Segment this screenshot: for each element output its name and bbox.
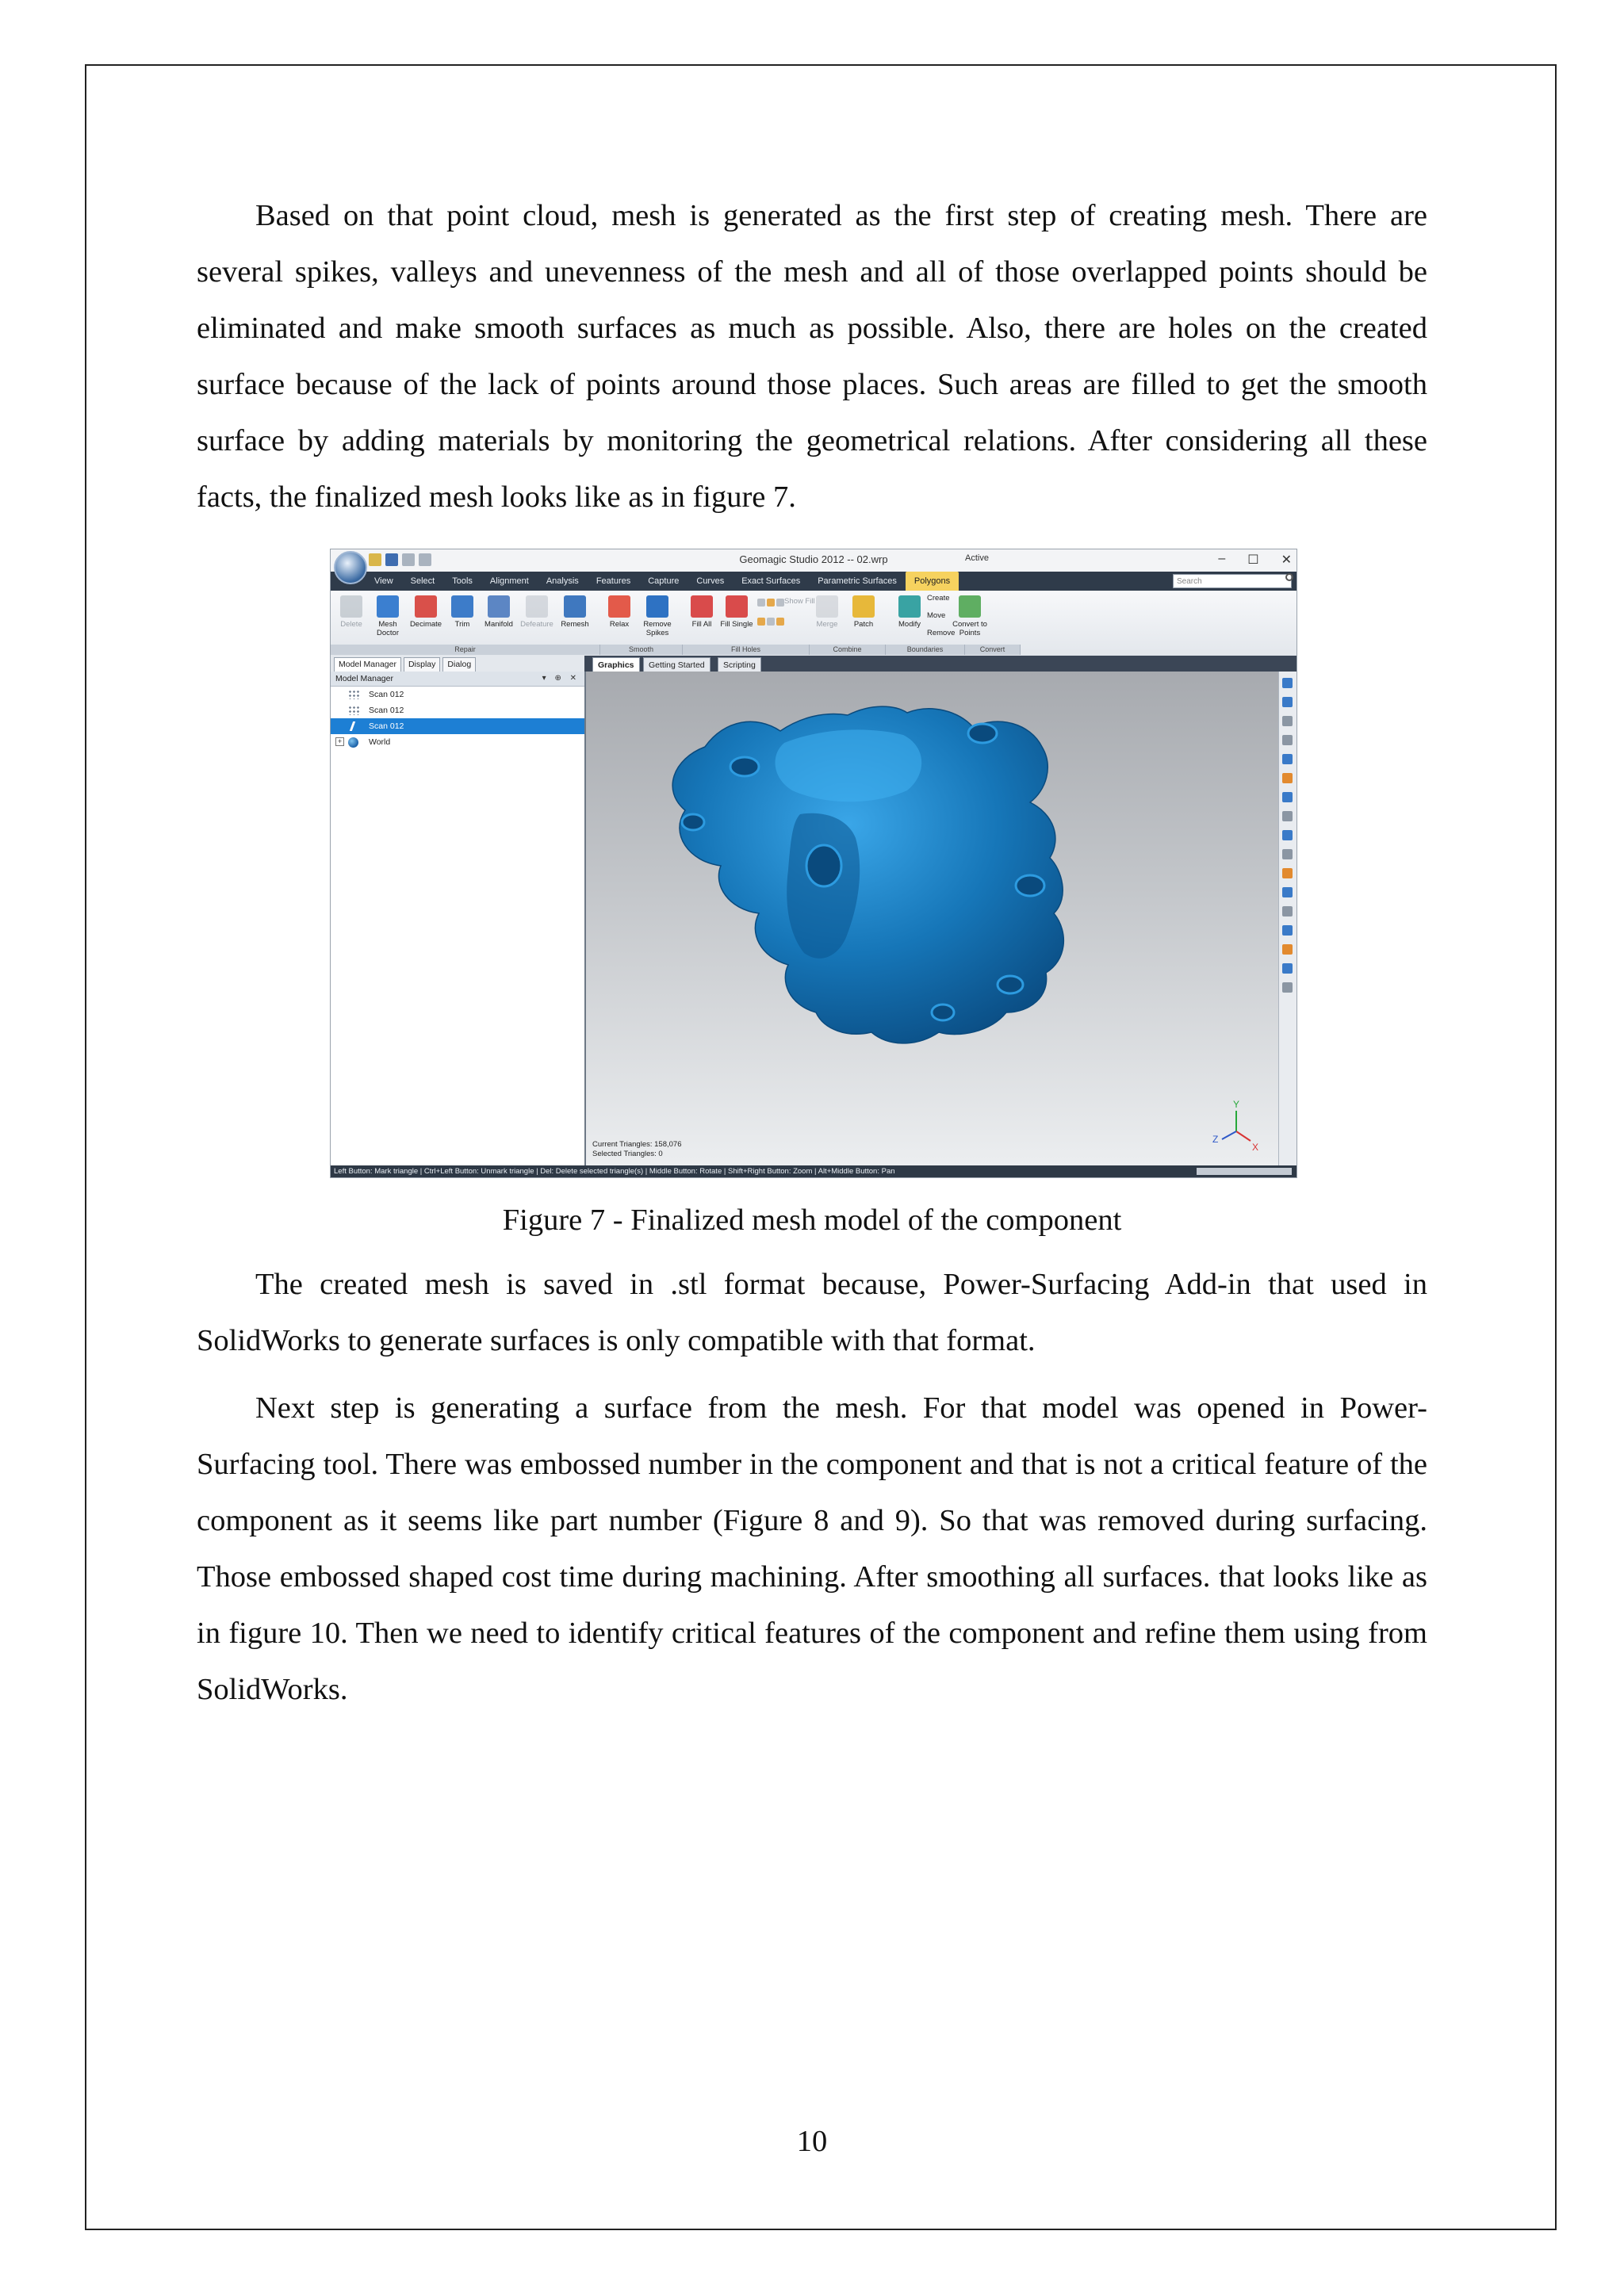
- geomagic-screenshot: [330, 549, 1297, 1178]
- axis-y-label: Y: [1233, 1099, 1240, 1110]
- search-input[interactable]: Search: [1173, 574, 1292, 588]
- ribbon-button-label: Merge: [816, 620, 838, 629]
- ribbon-group-combine: Combine: [810, 645, 886, 655]
- view-tool-icon[interactable]: [1282, 868, 1293, 878]
- fill-holes-tool-icon[interactable]: [767, 618, 775, 626]
- trim-icon: [451, 595, 473, 618]
- trim-button[interactable]: [445, 595, 480, 629]
- fill-holes-tool-icon[interactable]: [757, 618, 765, 626]
- current-triangles: Current Triangles: 158,076: [592, 1140, 682, 1149]
- ribbon-button-label: Decimate: [409, 620, 442, 629]
- patch-button[interactable]: [846, 595, 881, 629]
- paragraph-surface-generation: Next step is generating a surface from the mesh. For that model was opened in Power-Surfacing tool. There was embossed number in the component and that is not a critical feature of the component as it seems like part number (Figure 8 and 9). So that was removed during surfacing. Those embossed shaped cost time during machining. After smoothing all surfaces. that looks like as in figure 10. Then we need to identify critical features of the component and refine them using from SolidWorks.: [197, 1391, 1427, 1706]
- globe-icon: [348, 737, 358, 748]
- mesh-doctor-icon: [377, 595, 399, 618]
- tab-features[interactable]: Features: [596, 576, 631, 586]
- boss-hole-6: [932, 1004, 954, 1020]
- view-tool-icon[interactable]: [1282, 735, 1293, 745]
- tab-polygons[interactable]: Polygons: [906, 572, 959, 591]
- fill-holes-tool-icon[interactable]: [767, 599, 775, 607]
- ribbon-button-label: Manifold: [485, 620, 513, 629]
- axis-z-label: Z: [1212, 1134, 1219, 1145]
- title-bar: [331, 549, 1297, 572]
- tab-exact-surfaces[interactable]: Exact Surfaces: [741, 576, 801, 586]
- decimate-icon: [415, 595, 437, 618]
- window-controls: [1218, 552, 1292, 568]
- delete-icon: [340, 595, 362, 618]
- patch-icon: [852, 595, 875, 618]
- model-manager-panel: [331, 656, 586, 1167]
- panel-pin-close-icons[interactable]: ▾ ⊕ ✕: [542, 674, 580, 683]
- panel-tabs: [331, 656, 584, 672]
- view-tool-icon[interactable]: [1282, 716, 1293, 726]
- tree-item[interactable]: [331, 687, 584, 702]
- panel-header: [331, 672, 584, 687]
- ribbon-tab-bar: [331, 572, 1297, 591]
- mesh-model[interactable]: [586, 672, 1281, 1167]
- right-toolbar: [1278, 672, 1297, 1167]
- ribbon-remove-button[interactable]: Remove: [927, 629, 956, 637]
- search-icon[interactable]: [1285, 573, 1293, 581]
- relax-button[interactable]: [602, 595, 637, 629]
- view-tool-icon[interactable]: [1282, 830, 1293, 840]
- mesh-doctor-button[interactable]: [370, 595, 405, 637]
- close-icon[interactable]: ✕: [1281, 553, 1292, 567]
- axis-triad: [1212, 1099, 1258, 1153]
- boss-hole-2: [968, 724, 997, 743]
- viewport-tabs: [584, 656, 1297, 672]
- viewport-tab-getting-started[interactable]: Getting Started: [643, 657, 710, 672]
- ribbon-tabs: [366, 572, 959, 591]
- view-tool-icon[interactable]: [1282, 982, 1293, 993]
- tree-item[interactable]: [331, 718, 584, 734]
- status-progress-bar: [1197, 1168, 1292, 1175]
- view-tool-icon[interactable]: [1282, 678, 1293, 688]
- tab-view[interactable]: View: [374, 576, 393, 586]
- merge-button[interactable]: [810, 595, 845, 629]
- tab-capture[interactable]: Capture: [648, 576, 680, 586]
- application-menu-button[interactable]: [334, 551, 367, 584]
- tree-item-label: Scan 012: [369, 706, 404, 715]
- tab-analysis[interactable]: Analysis: [546, 576, 579, 586]
- model-tree: [331, 687, 584, 750]
- remesh-icon: [564, 595, 586, 618]
- tree-item-label: Scan 012: [369, 690, 404, 699]
- axis-x-label: X: [1252, 1142, 1259, 1153]
- boss-hole-3: [682, 814, 704, 830]
- manifold-icon: [488, 595, 510, 618]
- decimate-button[interactable]: [408, 595, 443, 629]
- modify-icon: [898, 595, 921, 618]
- ribbon-move-button[interactable]: Move: [927, 611, 946, 620]
- active-context-label: Active: [965, 553, 989, 563]
- view-tool-icon[interactable]: [1282, 811, 1293, 821]
- view-tool-icon[interactable]: [1282, 944, 1293, 955]
- paragraph-stl-format: The created mesh is saved in .stl format because, Power-Surfacing Add-in that used in SolidWorks to generate surfaces is only compatible with that format.: [197, 1268, 1427, 1357]
- paragraph-point-cloud: Based on that point cloud, mesh is generated as the first step of creating mesh. There are several spikes, valleys and unevenness of the mesh and all of those overlapped points should be eliminated and make smooth surfaces as much as possible. Also, there are holes on the created surface because of the lack of points around those places. Such areas are filled to get the smooth surface by adding materials by monitoring the geometrical relations. After considering all these facts, the finalized mesh looks like as in figure 7.: [197, 199, 1427, 514]
- view-tool-icon[interactable]: [1282, 773, 1293, 783]
- window-title: Geomagic Studio 2012 -- 02.wrp: [739, 553, 888, 565]
- mesh-icon: [350, 721, 360, 731]
- ribbon-button-label: Mesh Doctor: [377, 620, 399, 637]
- tab-curves[interactable]: Curves: [696, 576, 725, 586]
- ribbon-create-button[interactable]: Create: [927, 594, 950, 603]
- view-tool-icon[interactable]: [1282, 697, 1293, 707]
- fill-all-button[interactable]: [684, 595, 719, 629]
- page-number: 10: [796, 2125, 828, 2158]
- defeature-icon: [526, 595, 548, 618]
- fill-holes-tool-icon[interactable]: [776, 618, 784, 626]
- ribbon-button-label: Remesh: [561, 620, 589, 629]
- ribbon-button-label: Trim: [454, 620, 470, 629]
- fill-all-icon: [691, 595, 713, 618]
- ribbon-button-label: Fill All: [691, 620, 712, 629]
- ribbon-group-repair: Repair: [331, 645, 600, 655]
- tree-item-label: Scan 012: [369, 721, 404, 731]
- view-tool-icon[interactable]: [1282, 963, 1293, 974]
- expand-icon[interactable]: +: [335, 737, 344, 746]
- convert-to-points-icon: [959, 595, 981, 618]
- fill-single-icon: [726, 595, 748, 618]
- status-text: Left Button: Mark triangle | Ctrl+Left Button: Unmark triangle | Del: Delete selected triangle(s) | Middle Button: Rotate | Shift+Right Button: Zoom | Alt+Middle Button: Pan: [334, 1167, 895, 1176]
- panel-tab-dialog[interactable]: Dialog: [442, 657, 476, 672]
- ribbon-button-label: Patch: [853, 620, 874, 629]
- ribbon-button-label: Convert to Points: [952, 620, 987, 637]
- fill-holes-tool-icon[interactable]: [776, 599, 784, 607]
- tab-tools[interactable]: Tools: [452, 576, 473, 586]
- convert-to-points-button[interactable]: [952, 595, 987, 637]
- tree-item-label: World: [369, 737, 391, 747]
- ribbon: [331, 591, 1297, 656]
- view-tool-icon[interactable]: [1282, 849, 1293, 859]
- ribbon-group-fill-holes: Fill Holes: [683, 645, 810, 655]
- boss-hole-5: [998, 976, 1023, 993]
- ribbon-button-label: Relax: [609, 620, 630, 629]
- ribbon-show-fill-button[interactable]: Show Fill: [784, 597, 815, 606]
- panel-tab-display[interactable]: Display: [404, 657, 440, 672]
- status-bar: [331, 1165, 1297, 1177]
- ribbon-button-label: Defeature: [520, 620, 553, 629]
- minimize-icon[interactable]: –: [1218, 552, 1226, 565]
- mesh-highlight: [776, 729, 922, 802]
- triangle-stats: [592, 1140, 681, 1159]
- ribbon-group-smooth: Smooth: [600, 645, 683, 655]
- tab-parametric-surfaces[interactable]: Parametric Surfaces: [818, 576, 897, 586]
- defeature-button[interactable]: [519, 595, 554, 629]
- graphics-viewport[interactable]: [586, 672, 1281, 1167]
- scan-icon: [348, 690, 359, 699]
- scan-icon: [348, 706, 359, 715]
- boss-hole-4: [1016, 875, 1044, 896]
- ribbon-button-label: Remove Spikes: [643, 620, 672, 637]
- relax-icon: [608, 595, 630, 618]
- fill-single-button[interactable]: [719, 595, 754, 629]
- remesh-button[interactable]: [557, 595, 592, 629]
- manifold-button[interactable]: [481, 595, 516, 629]
- panel-header-title: Model Manager: [335, 674, 393, 683]
- delete-button[interactable]: [334, 595, 369, 629]
- merge-icon: [816, 595, 838, 618]
- boss-hole-7: [806, 845, 841, 886]
- view-tool-icon[interactable]: [1282, 906, 1293, 916]
- fill-holes-tool-icon[interactable]: [757, 599, 765, 607]
- remove-spikes-button[interactable]: [640, 595, 675, 637]
- selected-triangles: Selected Triangles: 0: [592, 1150, 663, 1158]
- panel-tab-model-manager[interactable]: Model Manager: [334, 657, 401, 672]
- ribbon-group-boundaries: Boundaries: [886, 645, 965, 655]
- ribbon-button-label: Delete: [340, 620, 362, 629]
- figure-caption: Figure 7 - Finalized mesh model of the component: [502, 1203, 1122, 1237]
- view-tool-icon[interactable]: [1282, 925, 1293, 936]
- ribbon-button-label: Modify: [898, 620, 921, 629]
- modify-button[interactable]: [892, 595, 927, 629]
- boss-hole-1: [730, 757, 759, 776]
- tab-select[interactable]: Select: [410, 576, 435, 586]
- view-tool-icon[interactable]: [1282, 792, 1293, 802]
- maximize-icon[interactable]: ☐: [1247, 553, 1259, 567]
- remove-spikes-icon: [646, 595, 668, 618]
- view-tool-icon[interactable]: [1282, 754, 1293, 764]
- viewport-tab-graphics[interactable]: Graphics: [592, 657, 640, 672]
- tree-item[interactable]: [331, 734, 584, 750]
- ribbon-group-convert: Convert: [965, 645, 1021, 655]
- tree-item[interactable]: [331, 702, 584, 718]
- viewport-tab-scripting[interactable]: Scripting: [718, 657, 761, 672]
- view-tool-icon[interactable]: [1282, 887, 1293, 897]
- ribbon-button-label: Fill Single: [720, 620, 753, 629]
- tab-alignment[interactable]: Alignment: [489, 576, 529, 586]
